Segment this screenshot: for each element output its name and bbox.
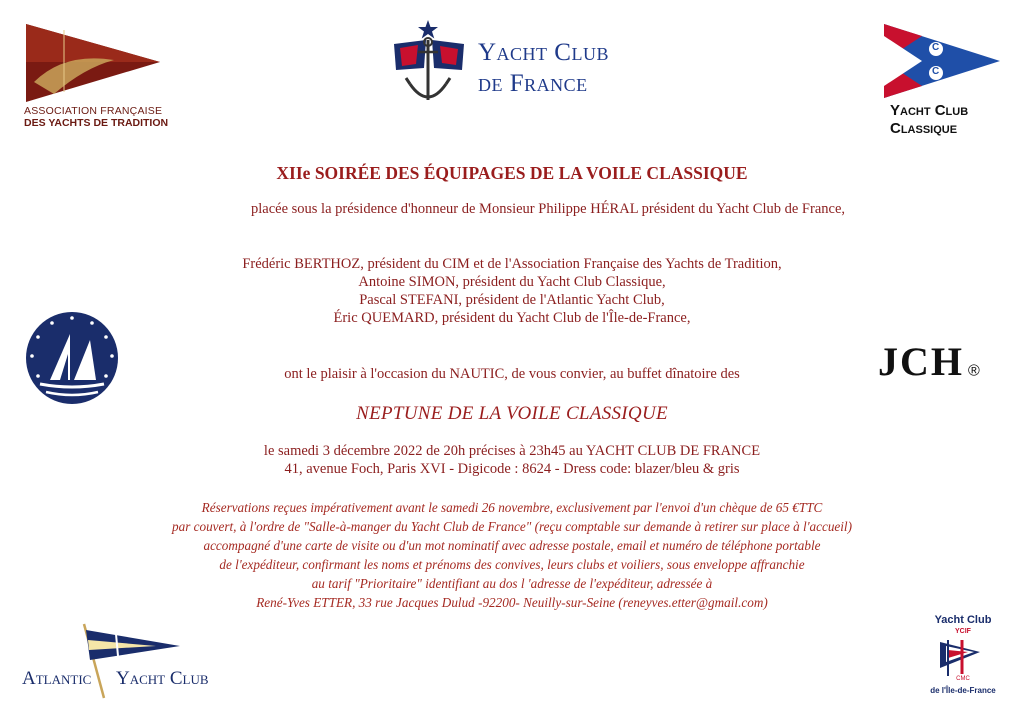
invite-line: ont le plaisir à l'occasion du NAUTIC, de vous convier, au buffet dînatoire des	[284, 366, 740, 382]
ycif-sub-text: de l'Île-de-France	[930, 686, 996, 695]
ycc-flag-letter-1: C	[932, 42, 940, 53]
host-line: Éric QUEMARD, président du Yacht Club de l'Île-de-France,	[333, 310, 691, 326]
reservation-contact-line: René-Yves ETTER, 33 rue Jacques Dulud -92200- Neuilly-sur-Seine (reneyves.etter@gmail.com)	[256, 595, 768, 610]
ycf-line1: Yacht Club	[478, 39, 609, 66]
reservation-line: par couvert, à l'ordre de "Salle-à-manger du Yacht Club de France" (reçu comptable sur demande à retirer sur place à l'accueil)	[172, 519, 852, 534]
patronage-line: placée sous la présidence d'honneur de Monsieur Philippe HÉRAL président du Yacht Club de France,	[250, 201, 846, 217]
jch-registered-mark: ®	[968, 362, 980, 380]
ycf-line2: de France	[478, 70, 588, 97]
jch-text: JCH	[878, 339, 964, 384]
ycif-logo	[918, 612, 1008, 702]
ycf-anchor-flags-icon	[388, 18, 470, 108]
date-line: le samedi 3 décembre 2022 de 20h précises à 23h45 au YACHT CLUB DE FRANCE	[263, 443, 761, 459]
atlantic-logo	[20, 620, 210, 706]
afyt-logo	[22, 20, 172, 130]
ycif-abbr: YCIF	[955, 628, 971, 635]
ycif-arc-text: Yacht Club	[934, 614, 992, 626]
ycc-burgee-icon	[882, 22, 1002, 100]
event-name: NEPTUNE DE LA VOILE CLASSIQUE	[356, 403, 668, 424]
ycif-small: CMC	[956, 676, 970, 682]
host-line: Frédéric BERTHOZ, président du CIM et de l'Association Française des Yachts de Tradition,	[242, 256, 782, 272]
ycc-logo	[880, 22, 1010, 140]
reservation-line: accompagné d'une carte de visite ou d'un mot nominatif avec adresse postale, email et numéro de téléphone portable	[203, 538, 821, 553]
address-line: 41, avenue Foch, Paris XVI - Digicode : 8624 - Dress code: blazer/bleu & gris	[284, 461, 740, 477]
ycf-logo	[388, 18, 648, 110]
afyt-line1: ASSOCIATION FRANÇAISE	[24, 105, 163, 117]
host-line: Pascal STEFANI, président de l'Atlantic Yacht Club,	[359, 292, 665, 308]
reservation-line: au tarif "Prioritaire" identifiant au dos l 'adresse de l'expéditeur, adressée à	[311, 576, 713, 591]
reservation-line: de l'expéditeur, confirmant les noms et prénoms des convives, leurs clubs et voiliers, sous enveloppe affranchie	[219, 557, 805, 572]
afyt-pennant-icon	[24, 22, 164, 104]
atlantic-text-2: Yacht Club	[116, 668, 209, 689]
afyt-line2: DES YACHTS DE TRADITION	[24, 117, 169, 129]
reservation-line: Réservations reçues impérativement avant le samedi 26 novembre, exclusivement par l'envoi d'un chèque de 65 €TTC	[201, 500, 823, 515]
host-line: Antoine SIMON, président du Yacht Club Classique,	[358, 274, 666, 290]
invitation-title: XIIe SOIRÉE DES ÉQUIPAGES DE LA VOILE CLASSIQUE	[276, 163, 748, 183]
ycc-line2: Classique	[890, 120, 958, 137]
ycc-line1: Yacht Club	[890, 102, 969, 119]
atlantic-text-1: Atlantic	[22, 668, 92, 689]
ycc-flag-letter-2: C	[932, 66, 940, 77]
